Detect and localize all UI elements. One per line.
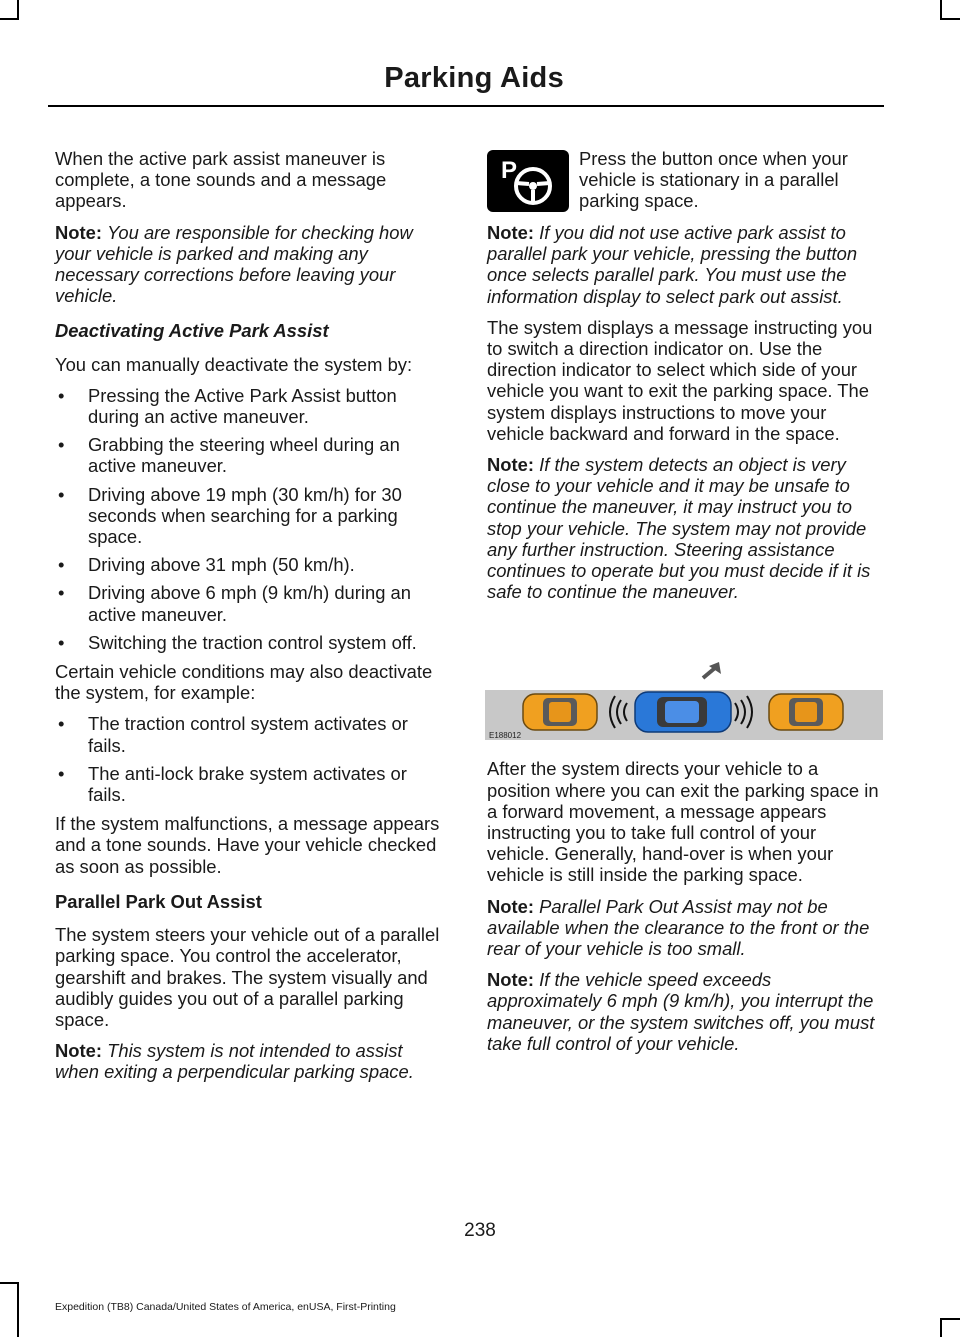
crop-mark	[17, 1282, 19, 1337]
paragraph: When the active park assist maneuver is complete, a tone sounds and a message appears.	[55, 148, 387, 212]
button-instruction	[487, 148, 883, 212]
header-divider	[48, 105, 884, 107]
park-assist-button-icon	[487, 150, 569, 212]
park-out-diagram	[485, 640, 883, 744]
note-label: Note:	[55, 221, 102, 243]
note	[487, 969, 883, 1054]
crop-mark	[0, 1282, 19, 1284]
note-label: Note:	[55, 1040, 102, 1062]
note-label: Note:	[487, 969, 534, 991]
list-item	[55, 554, 447, 575]
list-item	[55, 713, 447, 755]
bullet-icon: •	[58, 762, 65, 784]
parked-car-rear	[523, 694, 597, 730]
list-item-text: Pressing the Active Park Assist button during an active maneuver.	[88, 384, 397, 428]
bullet-icon: •	[58, 554, 65, 576]
page-number: 238	[464, 1220, 496, 1241]
bullet-list	[55, 385, 447, 653]
section-heading: Parallel Park Out Assist	[55, 890, 262, 912]
note-text: If the system detects an object is very close to your vehicle and it may be unsafe to continue the maneuver, it may instruct you to stop your vehicle. The system may not provide any further instruction. Steering assistance continues to operate but you must decide if it is safe to continue the maneuver.	[487, 454, 871, 603]
note-text: If you did not use active park assist to parallel park your vehicle, pressing the button once selects parallel park. You must use the information display to select park out assist.	[487, 222, 858, 307]
svg-text:P: P	[501, 157, 518, 184]
note	[487, 454, 883, 602]
list-item-text: The anti-lock brake system activates or fails.	[88, 762, 407, 806]
paragraph: The system displays a message instructing you to switch a direction indicator on. Use the direction indicator to select which side of your vehicle you want to exit the parking space. The system displays instructions to move your vehicle backward and forward in the space.	[487, 316, 873, 444]
page-title: Parking Aids	[384, 62, 564, 94]
paragraph: You can manually deactivate the system by:	[55, 353, 413, 375]
paragraph: If the system malfunctions, a message appears and a tone sounds. Have your vehicle checked as soon as possible.	[55, 813, 440, 877]
park-assist-icon-graphic	[487, 150, 569, 212]
exit-direction-arrow-icon	[703, 662, 721, 678]
list-item-text: Grabbing the steering wheel during an active maneuver.	[88, 434, 400, 477]
list-item	[55, 484, 447, 548]
crop-mark	[17, 0, 19, 20]
bullet-icon: •	[58, 713, 65, 735]
crop-mark	[940, 1318, 942, 1337]
bullet-icon: •	[58, 483, 65, 505]
list-item-text: Driving above 6 mph (9 km/h) during an active maneuver.	[88, 582, 412, 625]
bullet-icon: •	[58, 631, 65, 653]
note	[55, 222, 447, 307]
note-label: Note:	[487, 222, 534, 243]
note	[487, 222, 883, 307]
list-item-text: Switching the traction control system off.	[88, 631, 417, 653]
left-column	[55, 148, 447, 1093]
list-item-text: The traction control system activates or fails.	[88, 713, 408, 756]
footer-meta: Expedition (TB8) Canada/United States of America, enUSA, First-Printing	[55, 1301, 396, 1313]
note	[55, 1040, 447, 1082]
right-column	[487, 148, 883, 1064]
bullet-icon: •	[58, 582, 65, 604]
note-text: Parallel Park Out Assist may not be available when the clearance to the front or the rear of your vehicle is too small.	[487, 895, 870, 960]
bullet-icon: •	[58, 434, 65, 456]
crop-mark	[940, 18, 960, 20]
crop-mark	[940, 1318, 960, 1320]
section-heading: Deactivating Active Park Assist	[55, 320, 329, 342]
list-item	[55, 763, 447, 805]
own-vehicle	[635, 692, 731, 732]
note-text: You are responsible for checking how your vehicle is parked and making any necessary corrections before leaving your vehicle.	[55, 221, 413, 307]
park-out-illustration	[485, 640, 883, 744]
bullet-list	[55, 713, 447, 805]
paragraph: Press the button once when your vehicle is stationary in a parallel parking space.	[579, 148, 848, 212]
diagram-code: E188012	[489, 731, 522, 741]
crop-mark	[940, 0, 942, 20]
note-text: If the vehicle speed exceeds approximately 6 mph (9 km/h), you interrupt the maneuver, or the system switches off, you must take full control of your vehicle.	[487, 969, 875, 1054]
list-item-text: Driving above 31 mph (50 km/h).	[88, 554, 355, 576]
paragraph: The system steers your vehicle out of a parallel parking space. You control the accelerator, gearshift and brakes. The system visually and audibly guides you out of a parallel parking space.	[55, 924, 440, 1030]
list-item-text: Driving above 19 mph (30 km/h) for 30 seconds when searching for a parking space.	[88, 483, 402, 548]
paragraph: After the system directs your vehicle to a position where you can exit the parking space in a forward movement, a message appears instructing you to take full control of your vehicle. Generally, hand-over is when your vehicle is still inside the parking space.	[487, 758, 879, 886]
list-item	[55, 632, 447, 653]
crop-mark	[0, 18, 19, 20]
note-label: Note:	[487, 895, 534, 917]
paragraph: Certain vehicle conditions may also deactivate the system, for example:	[55, 661, 433, 704]
note-label: Note:	[487, 454, 534, 476]
parked-car-front	[769, 694, 843, 730]
note	[487, 896, 883, 960]
list-item	[55, 385, 447, 427]
list-item	[55, 582, 447, 624]
bullet-icon: •	[58, 384, 65, 406]
note-text: This system is not intended to assist when exiting a perpendicular parking space.	[55, 1040, 414, 1083]
list-item	[55, 434, 447, 476]
